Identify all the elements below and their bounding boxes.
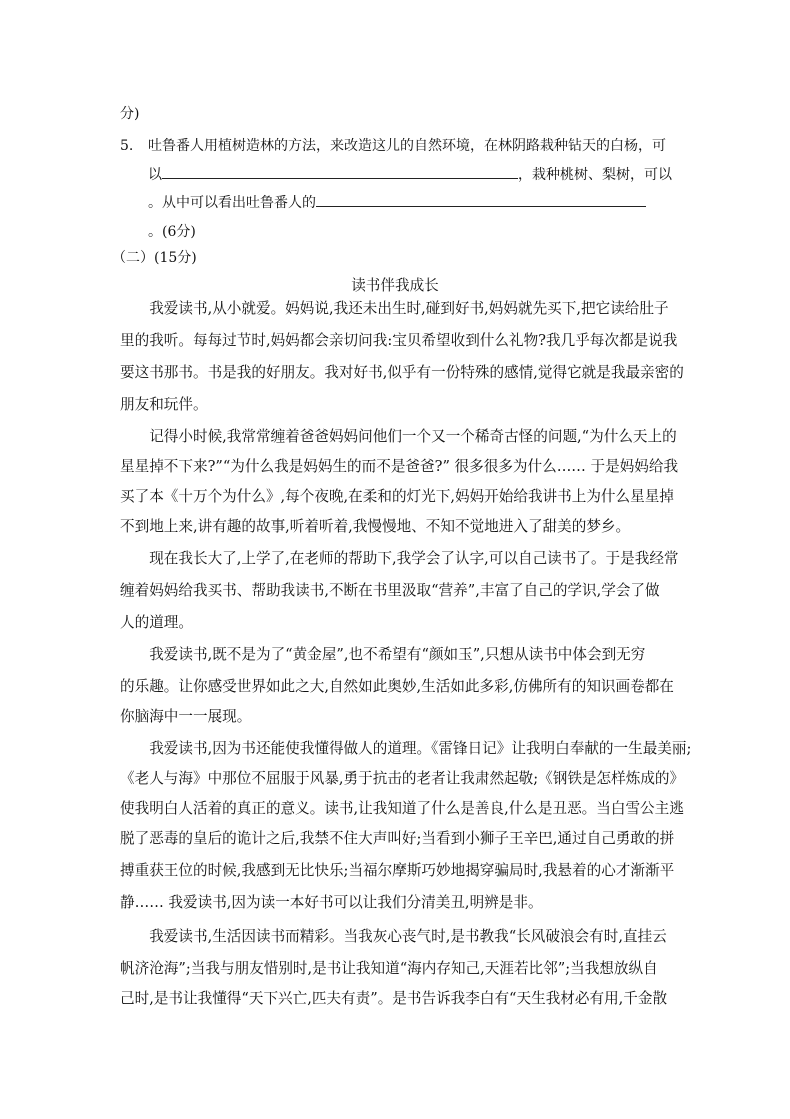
- essay-line: 人的道理。: [120, 614, 193, 631]
- essay-line: 脱了恶毒的皇后的诡计之后,我禁不住大声叫好;当看到小狮子王辛巴,通过自己勇敢的拼: [120, 830, 675, 847]
- essay-line: 不到地上来,讲有趣的故事,听着听着,我慢慢地、不知不觉地进入了甜美的梦乡。: [120, 518, 631, 535]
- essay-line: 要这书那书。书是我的好朋友。我对好书,似乎有一份特殊的感情,觉得它就是我最亲密的: [120, 364, 684, 381]
- essay-line: 搏重获王位的时候,我感到无比快乐;当福尔摩斯巧妙地揭穿骗局时,我悬着的心才渐渐平: [120, 862, 675, 879]
- essay-line: 我爱读书,既不是为了“黄金屋”,也不希望有“颜如玉”,只想从读书中体会到无穷: [120, 646, 646, 663]
- essay-line: 静…… 我爱读书,因为读一本好书可以让我们分清美丑,明辨是非。: [120, 894, 543, 911]
- essay-line: 买了本《十万个为什么》,每个夜晚,在柔和的灯光下,妈妈开始给我讲书上为什么星星掉: [120, 488, 674, 505]
- essay-line: 的乐趣。让你感受世界如此之大,自然如此奥妙,生活如此多彩,仿佛所有的知识画卷都在: [120, 678, 674, 695]
- question-5-line-2-prefix: 以: [148, 167, 162, 183]
- section-header: （二）(15分): [112, 250, 197, 266]
- essay-line: 记得小时候,我常常缠着爸爸妈妈问他们一个又一个稀奇古怪的问题,“为什么天上的: [120, 428, 677, 445]
- question-5-line-2: [148, 164, 672, 185]
- essay-line: 使我明白人活着的真正的意义。读书,让我知道了什么是善良,什么是丑恶。当白雪公主逃: [120, 800, 684, 817]
- question-5-line-3: [148, 192, 646, 213]
- essay-line: 我爱读书,因为书还能使我懂得做人的道理。《雷锋日记》让我明白奉献的一生最美丽;: [120, 740, 692, 757]
- essay-line: 帆济沧海”;当我与朋友惜别时,是书让我知道“海内存知己,天涯若比邻”;当我想放纵自: [120, 960, 658, 977]
- question-5-line-4: 。(6分): [148, 224, 196, 240]
- essay-line: 缠着妈妈给我买书、帮助我读书,不断在书里汲取“营养”,丰富了自己的学识,学会了做: [120, 582, 660, 599]
- question-5-line-1: 吐鲁番人用植树造林的方法，来改造这儿的自然环境，在林阴路栽种钻天的白杨，可: [148, 138, 666, 154]
- essay-line: 里的我听。每每过节时,妈妈都会亲切问我:宝贝希望收到什么礼物?我几乎每次都是说我: [120, 332, 678, 349]
- essay-line: 你脑海中一一展现。: [120, 708, 252, 725]
- essay-title: 读书伴我成长: [351, 277, 439, 294]
- top-fragment: 分): [120, 106, 140, 122]
- essay-line: 星星掉不下来?”“为什么我是妈妈生的而不是爸爸?” 很多很多为什么…… 于是妈妈给我: [120, 458, 679, 475]
- essay-line: 己时,是书让我懂得“天下兴亡,匹夫有责”。是书告诉我李白有“天生我材必有用,千金散: [120, 990, 668, 1007]
- question-5-number: 5.: [120, 138, 134, 154]
- question-5-line-3-prefix: 。从中可以看出吐鲁番人的: [148, 195, 316, 211]
- essay-line: 现在我长大了,上学了,在老师的帮助下,我学会了认字,可以自己读书了。于是我经常: [120, 550, 679, 567]
- essay-line: 朋友和玩伴。: [120, 396, 208, 413]
- essay-line: 我爱读书,生活因读书而精彩。当我灰心丧气时,是书教我“长风破浪会有时,直挂云: [120, 928, 667, 945]
- answer-blank-1[interactable]: [162, 164, 518, 179]
- essay-line: 我爱读书,从小就爱。妈妈说,我还未出生时,碰到好书,妈妈就先买下,把它读给肚子: [120, 300, 669, 317]
- essay-line: 《老人与海》中那位不屈服于风暴,勇于抗击的老者让我肃然起敬;《钢铁是怎样炼成的》: [120, 770, 685, 787]
- answer-blank-2[interactable]: [316, 192, 646, 207]
- question-5-line-2-suffix: ，栽种桃树、梨树，可以: [518, 167, 672, 183]
